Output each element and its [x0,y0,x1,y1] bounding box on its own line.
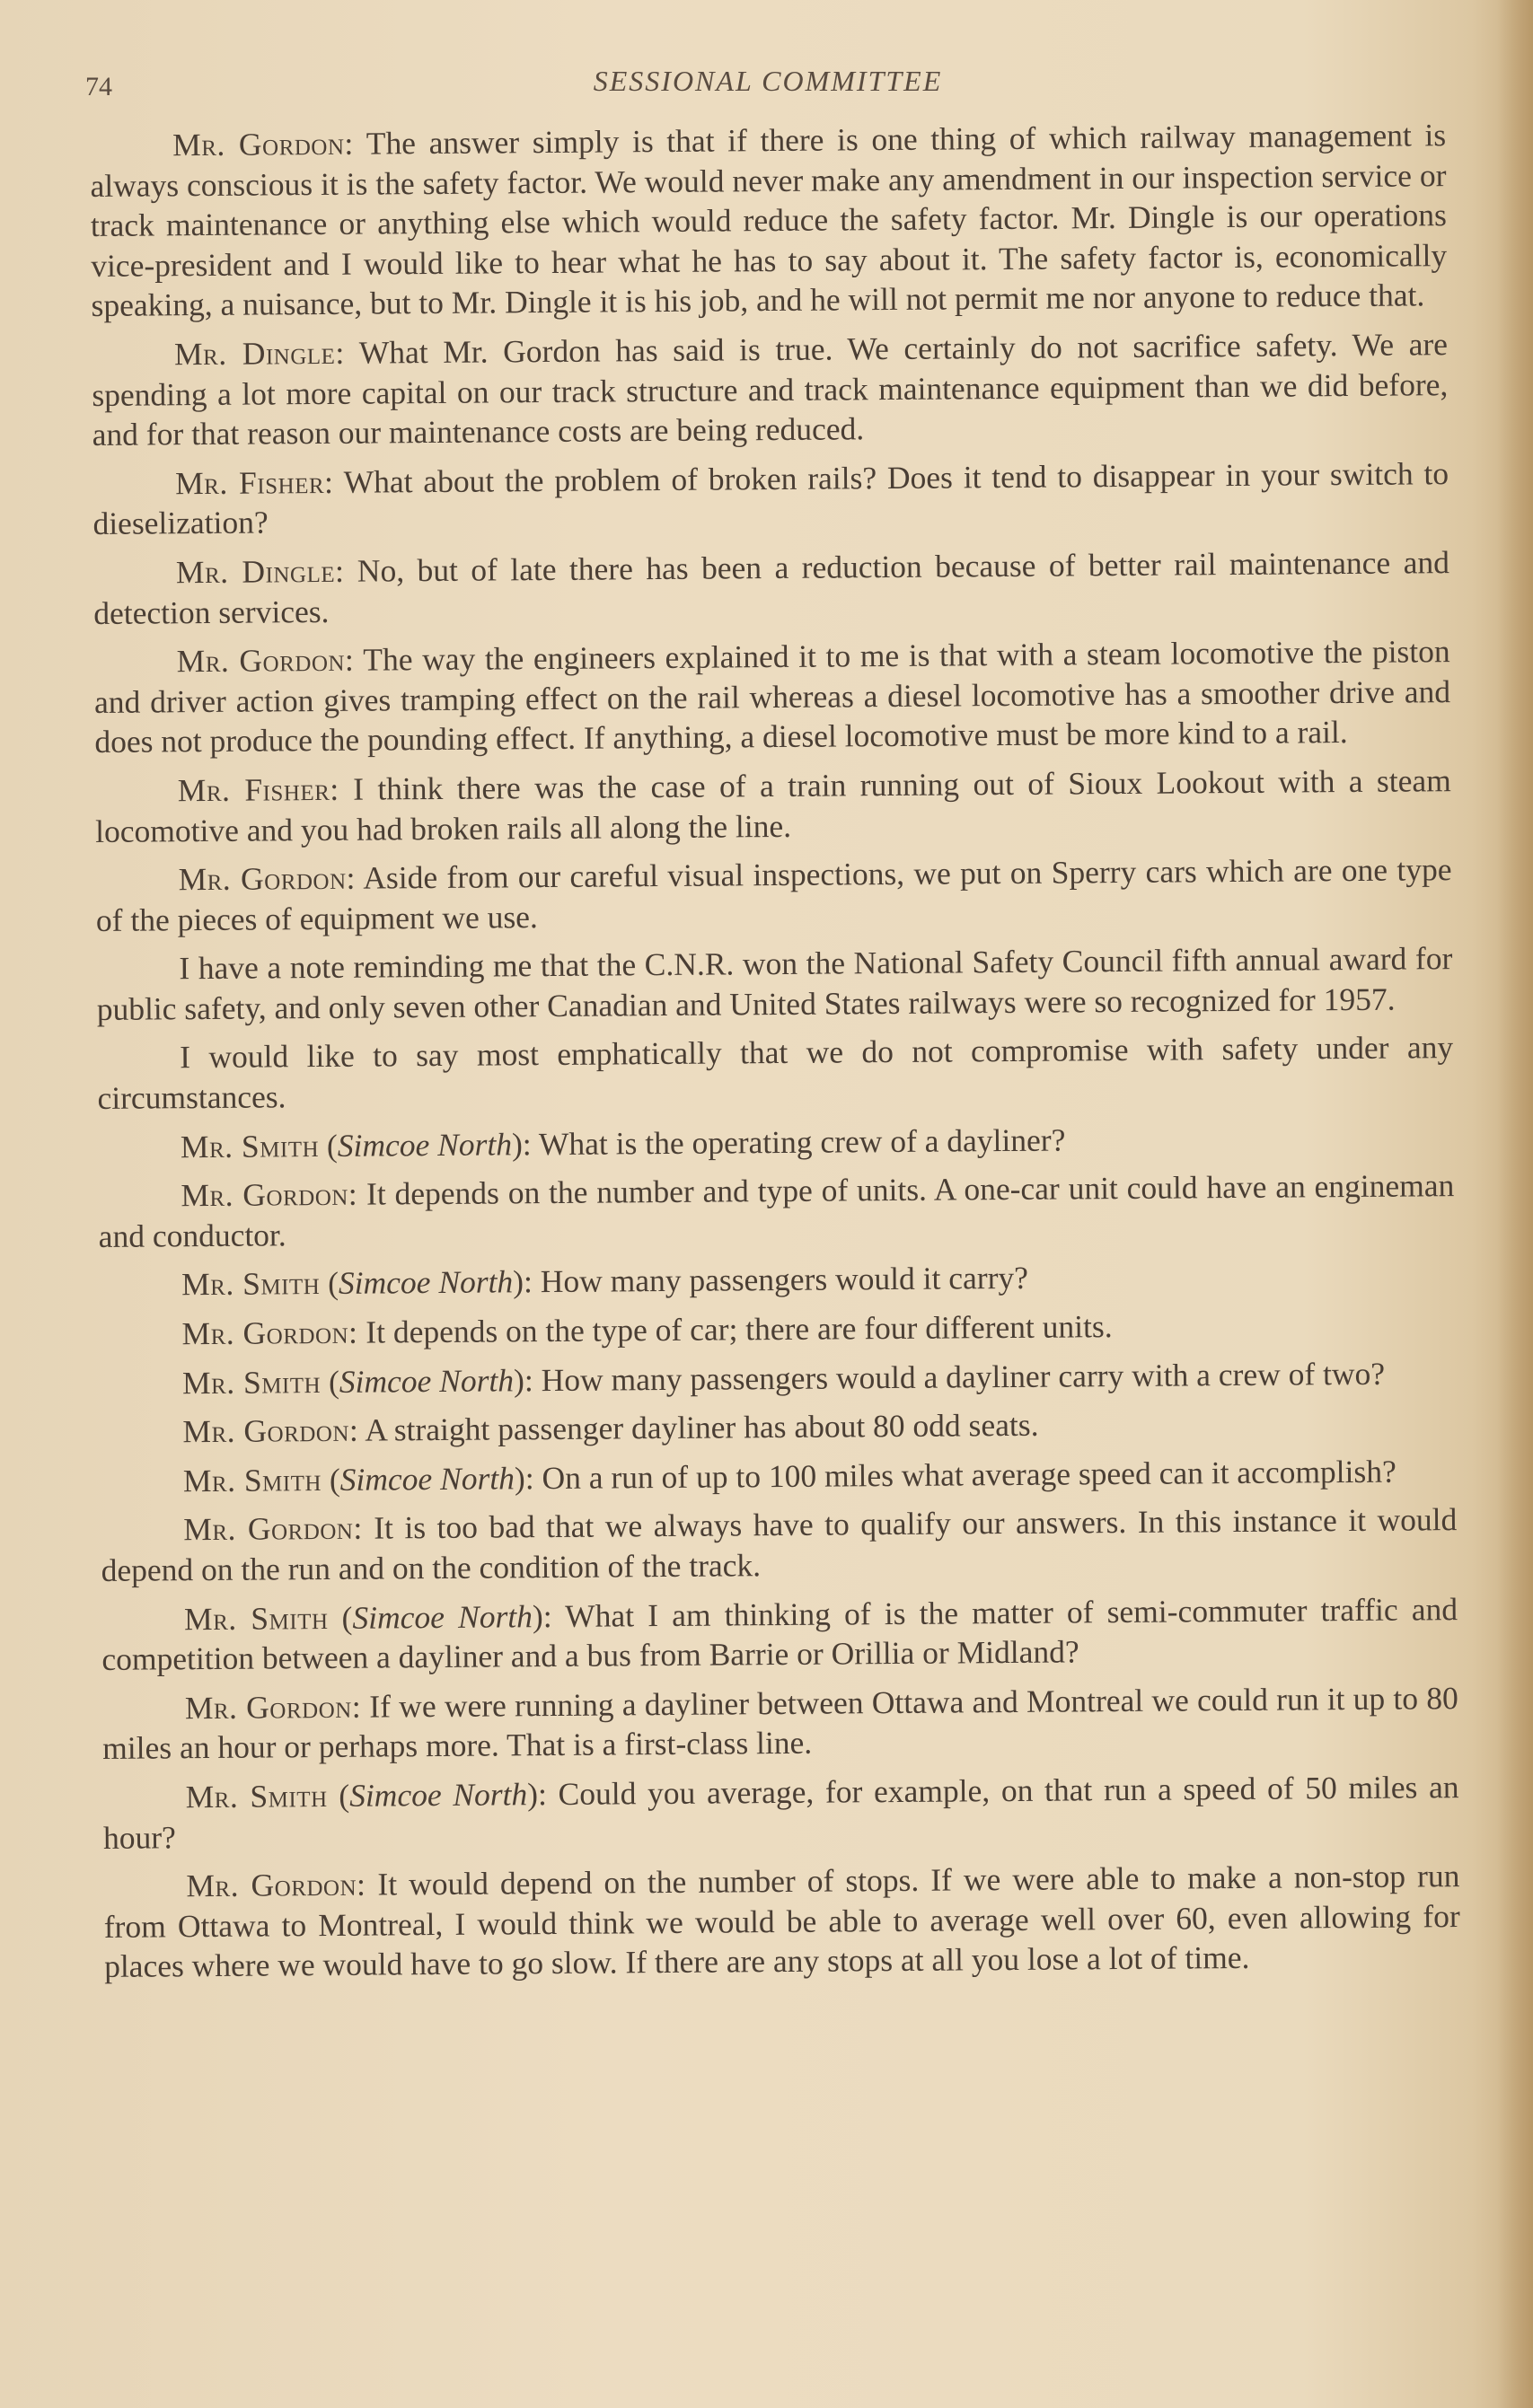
transcript-paragraph [92,324,1449,455]
transcript-paragraph [90,115,1448,326]
speaker-name: Mr. Gordon: [178,859,357,898]
transcript-paragraph [99,1304,1455,1354]
paragraph-text: Could you average, for example, on that run a speed of 50 miles an hour? [102,1769,1459,1856]
paragraph-text: On a run of up to 100 miles what average speed can it accomplish? [533,1453,1396,1496]
speaker-name: Mr. Dingle: [175,552,345,591]
speaker-name: Mr. Gordon: [172,125,354,163]
speaker-colon: : [542,1597,552,1634]
transcript-paragraph [95,849,1452,940]
paragraph-text: It is too bad that we always have to qualify our answers. In this instance it would depend on the run and on the condition of the track. [101,1501,1458,1588]
speaker-name: Mr. Fisher: [174,463,334,502]
speaker-name: Mr. Smith [183,1599,329,1637]
transcript-paragraph [98,1165,1455,1256]
paragraph-text: The answer simply is that if there is one thing of which railway management is always conscious it is the safety factor. We would never make any amendment in our inspection service or track maintenance or anything else which would reduce the safety factor. Mr. Dingle is our operations vice-president and I would like to hear what he has to say about it. The safety factor is, economically speaking, a nuisance, but to Mr. Dingle it is his job, and he will not permit me nor anyone to reduce that. [90,117,1448,324]
speaker-name: Mr. Smith [180,1127,320,1164]
transcript-paragraph: Mr. Smith (Simcoe North): On a run of up to 100 miles what average speed can it accomplish? [182,1453,1396,1499]
running-title: SESSIONAL COMMITTEE [593,65,943,97]
speaker-colon: : [524,1361,533,1398]
speaker-name: Mr. Gordon: [184,1688,362,1727]
paragraph-text: No, but of late there has been a reduction because of better rail maintenance and detection services. [93,544,1450,631]
paragraph-text: It depends on the type of car; there are four different units. [357,1308,1113,1350]
transcript-paragraph [101,1499,1458,1590]
speaker-riding: Simcoe North [339,1361,515,1400]
paragraph-text: I would like to say most emphatically that we do not compromise with safety under any circumstances. [97,1029,1454,1117]
paragraph-text: I have a note reminding me that the C.N.R. won the National Safety Council fifth annual award for public safety, and only seven other Canadian and United States railways were so recognized for 1957. [96,940,1453,1027]
paragraph-text: What I am thinking of is the matter of semi-commuter traffic and competition between a dayliner and a bus from Barrie or Orillia or Midland? [101,1590,1458,1678]
transcript-paragraph [96,938,1453,1029]
page-header [85,56,1450,110]
transcript-body [90,115,1460,1996]
page-spine-shadow [1497,0,1533,2408]
transcript-paragraph [100,1402,1456,1452]
speaker-name: Mr. Gordon: [181,1314,358,1352]
paragraph-text: It depends on the number and type of units. A one-car unit could have an engineman and conductor. [98,1167,1455,1254]
speaker-name: Mr. Smith [181,1363,322,1401]
speaker-name: Mr. Gordon: [186,1866,366,1904]
page-number: 74 [85,72,112,101]
paragraph-text: Aside from our careful visual inspections, we put on Sperry cars which are one type of the pieces of equipment we use. [95,851,1452,938]
transcript-paragraph [94,631,1451,762]
paragraph-text: What is the operating crew of a dayliner? [531,1121,1066,1162]
speaker-name: Mr. Smith [181,1265,321,1303]
paragraph-text: A straight passenger dayliner has about 80 odd seats. [358,1406,1039,1448]
speaker-riding: Simcoe North [352,1597,533,1636]
speaker-colon: : [537,1776,548,1813]
transcript-paragraph [95,760,1452,851]
transcript-paragraph: Mr. Smith (Simcoe North): Could you average, for example, on that run a speed of 50 miles an hour? [102,1769,1459,1856]
speaker-riding: Simcoe North [339,1460,515,1498]
transcript-paragraph: Mr. Smith (Simcoe North): What is the operating crew of a dayliner? [180,1121,1066,1164]
paragraph-text: What about the problem of broken rails? Does it tend to disappear in your switch to dieselization? [93,454,1449,542]
transcript-paragraph [103,1856,1460,1987]
paragraph-text: What Mr. Gordon has said is true. We certainly do not sacrifice safety. We are spending a lot more capital on our track structure and track maintenance equipment than we did before, and for that reason our maintenance costs are being reduced. [92,326,1449,453]
speaker-name: Mr. Gordon: [182,1411,359,1450]
speaker-name: Mr. Smith [185,1777,328,1815]
speaker-colon: : [523,1263,533,1300]
speaker-name: Mr. Smith [182,1461,322,1499]
transcript-paragraph [93,453,1449,544]
transcript-paragraph [93,542,1450,633]
paragraph-text: If we were running a dayliner between Ottawa and Montreal we could run it up to 80 miles an hour or perhaps more. That is a first-class line. [102,1679,1458,1767]
speaker-name: Mr. Gordon: [176,641,355,680]
paragraph-text: I think there was the case of a train running out of Sioux Lookout with a steam locomotive and you had broken rails all along the line. [95,762,1451,849]
speaker-name: Mr. Gordon: [181,1175,358,1214]
transcript-paragraph: Mr. Smith (Simcoe North): What I am thinking of is the matter of semi-commuter traffic and competition between a dayliner and a bus from Barrie or Orillia or Midland? [101,1590,1458,1678]
paragraph-text: The way the engineers explained it to me is that with a steam locomotive the piston and driver action gives tramping effect on the rail whereas a diesel locomotive has a smoother drive and does not produce the pounding effect. If anything, a diesel locomotive must be more kind to a rail. [93,633,1451,760]
transcript-paragraph [102,1678,1459,1769]
speaker-riding: Simcoe North [337,1126,513,1164]
paragraph-text: It would depend on the number of stops. If we were able to make a non-stop run from Ottawa to Montreal, I would think we would be able to average well over 60, even allowing for places where we would have to go slow. If there are any stops at all you lose a lot of time. [103,1858,1460,1985]
transcript-paragraph: Mr. Smith (Simcoe North): How many passengers would a dayliner carry with a crew of two? [181,1355,1386,1401]
transcript-paragraph: Mr. Smith (Simcoe North): How many passengers would it carry? [181,1260,1029,1303]
speaker-riding: Simcoe North [348,1776,528,1814]
speaker-name: Mr. Dingle: [173,334,345,373]
speaker-name: Mr. Fisher: [177,770,339,809]
speaker-colon: : [522,1125,532,1162]
transcript-paragraph [97,1028,1454,1119]
speaker-riding: Simcoe North [338,1263,514,1302]
paragraph-text: How many passengers would it carry? [532,1260,1029,1300]
speaker-colon: : [524,1459,534,1497]
speaker-name: Mr. Gordon: [183,1510,363,1548]
paragraph-text: How many passengers would a dayliner carry with a crew of two? [533,1355,1386,1398]
